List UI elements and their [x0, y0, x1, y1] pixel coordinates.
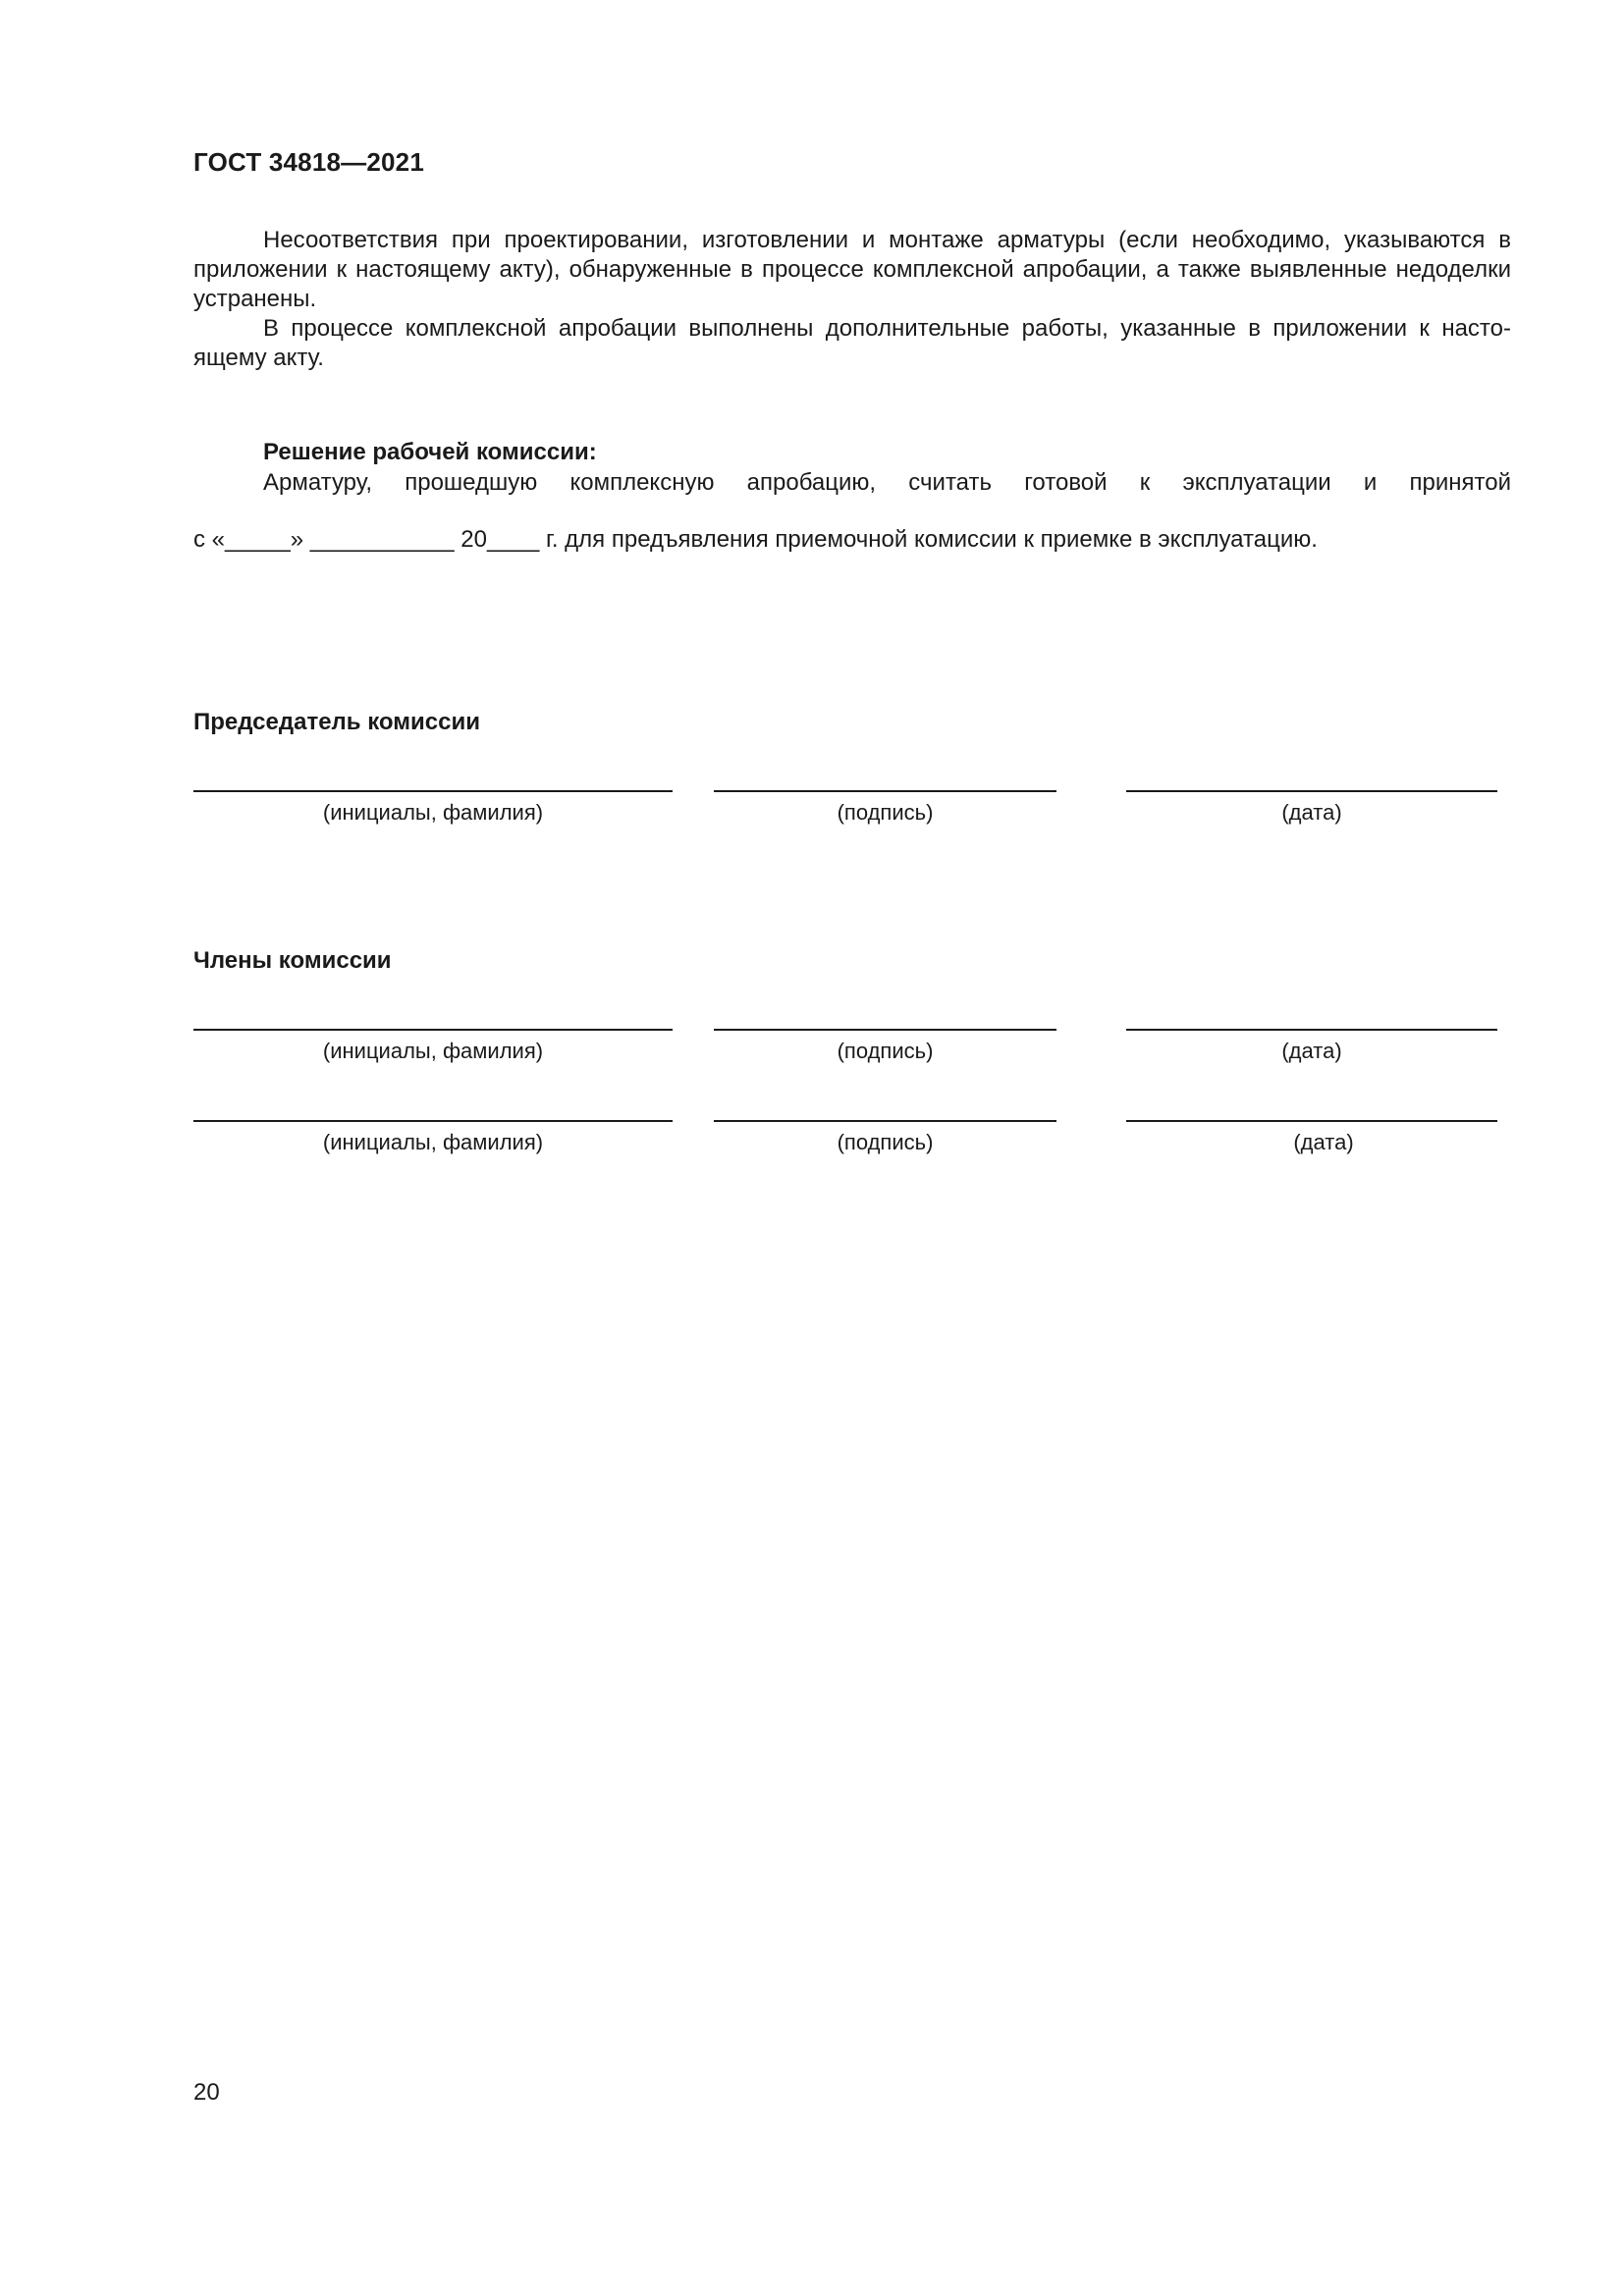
signature-caption: (подпись) — [837, 1039, 934, 1063]
member-signature-row — [193, 1120, 1499, 1159]
date-field-line[interactable] — [1126, 1029, 1497, 1031]
decision-title: Решение рабочей комиссии: — [263, 439, 597, 465]
paragraph-nonconformities: Несоответствия при проектировании, изготовлении и монтаже арматуры (если необходимо, указываются в приложении к настоящему акту), обнаруженные в процессе комплексной апробации, а также выявленные недоделки устранены. — [193, 227, 1511, 312]
page-number: 20 — [193, 2079, 220, 2106]
name-caption: (инициалы, фамилия) — [322, 800, 544, 825]
document-code-header: ГОСТ 34818—2021 — [193, 147, 424, 177]
name-field-line[interactable] — [193, 1029, 673, 1031]
name-caption: (инициалы, фамилия) — [322, 1130, 544, 1154]
signature-field-line[interactable] — [714, 790, 1056, 792]
decision-date-line: с «_____» ___________ 20____ г. для предъявления приемочной комиссии к приемке в эксплуатацию. — [193, 526, 1318, 553]
body-text — [193, 226, 1511, 373]
date-field-line[interactable] — [1126, 1120, 1497, 1122]
date-caption: (дата) — [1293, 1130, 1354, 1154]
chairman-signature-row — [193, 790, 1499, 829]
date-caption: (дата) — [1281, 1039, 1342, 1063]
paragraph-additional-works: В процессе комплексной апробации выполнены дополнительные работы, указанные в приложении к настоящему акту. — [193, 315, 1511, 371]
member-signature-row — [193, 1029, 1499, 1068]
decision-text: Арматуру, прошедшую комплексную апробацию, считать готовой к эксплуатации и принятой — [263, 469, 1511, 496]
signature-caption: (подпись) — [837, 800, 934, 825]
members-title: Члены комиссии — [193, 947, 392, 974]
signature-caption: (подпись) — [837, 1130, 934, 1154]
date-caption: (дата) — [1281, 800, 1342, 825]
name-caption: (инициалы, фамилия) — [322, 1039, 544, 1063]
signature-field-line[interactable] — [714, 1120, 1056, 1122]
name-field-line[interactable] — [193, 1120, 673, 1122]
name-field-line[interactable] — [193, 790, 673, 792]
date-field-line[interactable] — [1126, 790, 1497, 792]
signature-field-line[interactable] — [714, 1029, 1056, 1031]
chairman-title: Председатель комиссии — [193, 709, 480, 735]
